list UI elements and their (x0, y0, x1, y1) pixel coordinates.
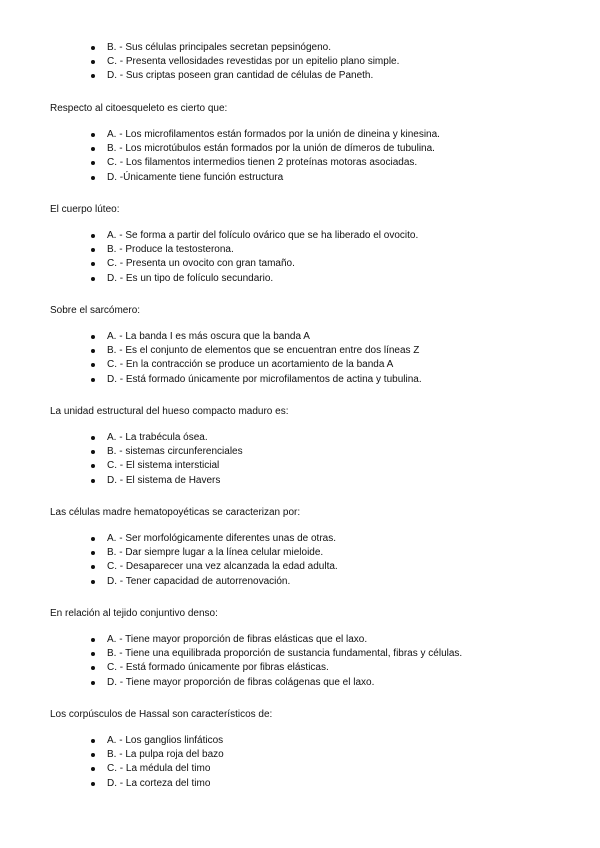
bullet-icon (91, 277, 95, 281)
question-heading: Las células madre hematopoyéticas se caracterizan por: (50, 507, 301, 518)
bullet-icon (91, 378, 95, 382)
bullet-icon (91, 537, 95, 541)
document-page: B. - Sus células principales secretan pepsinógeno. C. - Presenta vellosidades revestidas por un epitelio plano simple. D. - Sus criptas poseen gran cantidad de células de Paneth. Respecto al citoesqueleto es cierto que: A. - Los microfilamentos están formados por la unión de dineina y kinesina. B. - Los microtúbulos están formados por la unión de dímeros de tubulina. C. - Los filamentos intermedios tienen 2 proteínas motoras asociadas. D. -Únicamente tiene función estructura El cuerpo lúteo: A. - Se forma a partir del folículo ovárico que se ha liberado el ovocito. B. - Produce la testosterona. C. - Presenta un ovocito con gran tamaño. D. - Es un tipo de folículo secundario. Sobre el sarcómero: A. - La banda I es más oscura que la banda A B. - Es el conjunto de elementos que se encuentran entre dos líneas Z C. - En la contracción se produce un acortamiento de la banda A D. - Está formado únicamente por microfilamentos de actina y tubulina. La unidad estructural del hueso compacto maduro es: A. - La trabécula ósea. B. - sistemas circunferenciales C. - El sistema intersticial D. - El sistema de Havers Las células madre hematopoyéticas se caracterizan por: A. - Ser morfológicamente diferentes unas de otras. B. - Dar siempre lugar a la línea celular mieloide. C. - Desaparecer una vez alcanzada la edad adulta. D. - Tener capacidad de autorrenovación. En relación al tejido conjuntivo denso: A. - Tiene mayor proporción de fibras elásticas que el laxo. B. - Tiene una equilibrada proporción de sustancia fundamental, fibras y células. C. - Está formado únicamente por fibras elásticas. D. - Tiene mayor proporción de fibras colágenas que el laxo. Los corpúsculos de Hassal son característicos de: A. - Los ganglios linfáticos B. - La pulpa roja del bazo C. - La médula del timo D. - La corteza del timo (50, 42, 463, 789)
bullet-icon (91, 638, 95, 642)
bullet-icon (91, 580, 95, 584)
bullet-icon (91, 176, 95, 180)
bullet-icon (91, 248, 95, 252)
question-heading: Respecto al citoesqueleto es cierto que: (50, 103, 228, 114)
bullet-icon (91, 551, 95, 555)
bullet-icon (91, 739, 95, 743)
bullet-icon (91, 46, 95, 50)
bullet-icon (91, 74, 95, 78)
question-heading: Los corpúsculos de Hassal son característicos de: (50, 709, 273, 720)
bullet-icon (91, 161, 95, 165)
question-heading: El cuerpo lúteo: (50, 204, 120, 215)
bullet-icon (91, 262, 95, 266)
bullet-icon (91, 234, 95, 238)
bullet-icon (91, 133, 95, 137)
bullet-icon (91, 666, 95, 670)
question-heading: La unidad estructural del hueso compacto maduro es: (50, 406, 289, 417)
bullet-icon (91, 767, 95, 771)
bullet-icon (91, 753, 95, 757)
bullet-icon (91, 565, 95, 569)
question-heading: Sobre el sarcómero: (50, 305, 141, 316)
bullet-icon (91, 652, 95, 656)
bullet-icon (91, 335, 95, 339)
bullet-icon (91, 479, 95, 483)
bullet-icon (91, 363, 95, 367)
bullet-icon (91, 782, 95, 786)
question-heading: En relación al tejido conjuntivo denso: (50, 608, 218, 619)
bullet-icon (91, 147, 95, 151)
bullet-icon (91, 464, 95, 468)
bullet-icon (91, 681, 95, 685)
bullet-icon (91, 349, 95, 353)
bullet-icon (91, 436, 95, 440)
bullet-icon (91, 450, 95, 454)
bullet-icon (91, 60, 95, 64)
